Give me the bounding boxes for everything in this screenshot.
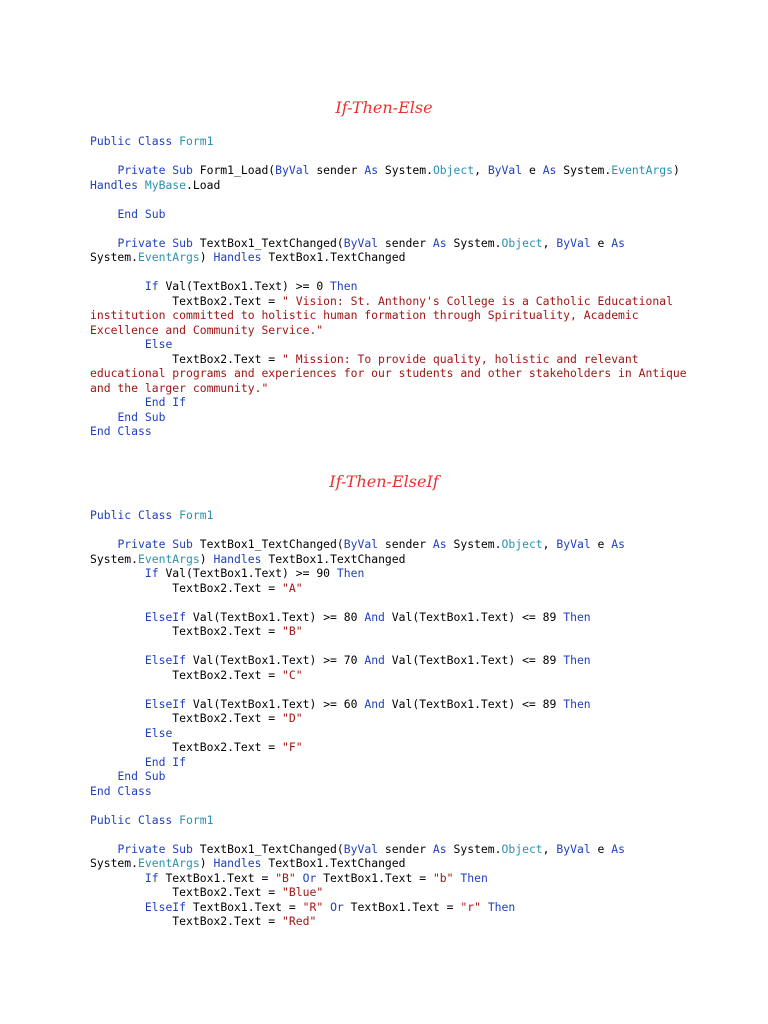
code-token: sender: [316, 163, 365, 177]
code-token: ): [199, 250, 214, 264]
code-token: ByVal: [275, 163, 317, 177]
code-token: ByVal: [556, 235, 598, 250]
code-token: TextBox1.TextChanged: [268, 551, 406, 566]
code-token: [90, 697, 145, 711]
code-line: [90, 624, 303, 639]
code-line: [90, 668, 303, 683]
code-token: [90, 236, 117, 250]
code-line: [90, 410, 165, 425]
code-token: As: [611, 235, 625, 250]
code-token: Form1: [179, 134, 214, 148]
code-line: [90, 134, 213, 149]
code-token: As: [364, 163, 385, 177]
code-line: [90, 856, 406, 871]
code-token: Else: [144, 725, 173, 740]
code-token: [90, 900, 145, 914]
code-token: Handles: [213, 551, 269, 566]
code-token: TextBox2.Text =: [90, 740, 283, 754]
code-token: Object: [501, 841, 543, 856]
code-token: Then: [330, 279, 358, 293]
code-token: ): [673, 163, 680, 177]
code-token: End Sub: [117, 409, 166, 424]
code-token: Or: [330, 899, 351, 914]
code-token: [90, 610, 145, 624]
code-line: [90, 279, 357, 294]
code-token: End Class: [90, 424, 152, 438]
code-token: .Load: [186, 177, 221, 192]
code-token: e: [528, 163, 543, 177]
code-token: ,: [542, 537, 557, 551]
code-line: [90, 769, 165, 784]
code-line: [90, 914, 316, 929]
code-token: TextBox1.Text =: [192, 899, 303, 914]
code-line: [90, 813, 213, 828]
code-token: ): [199, 551, 214, 566]
code-line: [90, 381, 268, 396]
code-token: Val(TextBox1.Text) >= 60: [192, 696, 365, 711]
code-token: And: [364, 696, 392, 711]
code-token: End Sub: [117, 206, 166, 221]
code-token: Object: [432, 163, 475, 177]
code-token: institution committed to holistic human formation through Spirituality, Academic: [90, 308, 639, 322]
code-token: [90, 769, 117, 783]
code-token: If: [144, 279, 166, 293]
code-token: End If: [144, 754, 187, 769]
code-token: As: [542, 163, 564, 177]
code-token: "b": [432, 870, 461, 885]
code-token: ByVal: [343, 235, 385, 250]
code-line: [90, 885, 323, 900]
code-token: [90, 871, 145, 885]
code-token: Val(TextBox1.Text) >= 90: [165, 566, 337, 580]
code-token: Val(TextBox1.Text) <= 89: [391, 696, 564, 711]
code-token: "B": [275, 870, 303, 885]
code-token: End Class: [90, 783, 152, 798]
code-line: [90, 236, 625, 251]
code-token: Val(TextBox1.Text) >= 0: [165, 279, 331, 293]
code-token: Val(TextBox1.Text) >= 80: [192, 609, 365, 624]
code-token: TextBox2.Text =: [90, 667, 283, 682]
code-token: ByVal: [343, 841, 385, 856]
code-line: [90, 581, 303, 596]
code-line: [90, 294, 673, 309]
code-token: TextBox2.Text =: [90, 711, 283, 725]
code-line: [90, 250, 406, 265]
code-token: ByVal: [556, 841, 598, 856]
code-token: [90, 566, 145, 580]
code-line: [90, 653, 591, 668]
code-token: If: [144, 566, 166, 580]
code-token: "F": [282, 740, 303, 754]
code-token: "B": [282, 624, 303, 638]
code-token: Public Class: [90, 812, 180, 827]
code-token: Handles: [90, 177, 145, 192]
code-token: e: [597, 537, 612, 551]
code-line: [90, 871, 488, 886]
code-line: [90, 697, 591, 712]
code-token: TextBox2.Text =: [90, 914, 283, 928]
code-token: [90, 410, 117, 424]
code-token: [90, 653, 145, 667]
section-heading-if-then-else: If-Then-Else: [335, 98, 433, 117]
code-line: [90, 552, 406, 567]
code-token: [90, 842, 117, 856]
code-token: EventArgs: [138, 856, 200, 870]
code-token: Form1: [179, 812, 214, 827]
code-line: [90, 308, 639, 323]
code-token: "r": [460, 899, 488, 914]
code-line: [90, 900, 515, 915]
code-token: System.: [453, 841, 502, 856]
code-token: Then: [336, 566, 365, 580]
code-line: [90, 207, 165, 222]
code-line: [90, 352, 639, 367]
code-line: [90, 178, 220, 193]
code-token: Object: [501, 235, 543, 250]
code-token: ): [199, 856, 214, 870]
code-token: TextBox1.Text =: [323, 870, 433, 885]
code-line: [90, 711, 303, 726]
code-token: ElseIf: [144, 899, 193, 914]
code-token: ,: [542, 841, 557, 856]
code-token: And: [364, 653, 392, 667]
code-token: Private Sub: [117, 841, 200, 856]
code-token: System.: [563, 163, 612, 177]
code-token: Form1: [179, 508, 214, 522]
code-line: [90, 740, 303, 755]
code-line: [90, 508, 213, 523]
code-token: ByVal: [343, 537, 385, 551]
code-token: System.: [90, 250, 139, 264]
code-line: [90, 755, 186, 770]
code-token: TextBox1_TextChanged(: [199, 235, 344, 250]
code-token: Public Class: [90, 508, 180, 522]
code-token: MyBase: [144, 177, 187, 192]
code-token: Handles: [213, 250, 269, 264]
code-token: Form1_Load(: [199, 163, 276, 177]
code-token: Then: [563, 653, 591, 667]
code-token: ElseIf: [144, 609, 193, 624]
code-line: [90, 424, 152, 439]
code-line: [90, 566, 364, 581]
code-token: sender: [384, 235, 433, 250]
code-token: System.: [90, 551, 139, 566]
code-token: and the larger community.": [90, 380, 269, 395]
code-token: " Mission: To provide quality, holistic and relevant: [282, 351, 639, 366]
code-token: sender: [384, 841, 433, 856]
code-token: [90, 537, 117, 551]
code-token: "C": [282, 667, 303, 682]
code-token: ByVal: [487, 163, 529, 177]
code-line: [90, 395, 186, 410]
code-token: TextBox2.Text =: [90, 351, 283, 366]
code-line: [90, 537, 625, 552]
code-token: TextBox1.TextChanged: [268, 250, 406, 264]
code-token: TextBox1.TextChanged: [268, 856, 406, 870]
code-token: As: [432, 537, 454, 551]
code-line: [90, 726, 172, 741]
code-token: TextBox2.Text =: [90, 293, 283, 308]
code-token: TextBox1_TextChanged(: [199, 537, 344, 551]
code-line: [90, 337, 172, 352]
code-token: And: [364, 609, 392, 624]
code-token: Or: [302, 870, 324, 885]
code-token: [90, 207, 117, 221]
code-token: ElseIf: [144, 696, 193, 711]
code-token: System.: [453, 235, 502, 250]
code-line: [90, 610, 591, 625]
code-line: [90, 323, 323, 338]
code-token: e: [597, 841, 612, 856]
code-token: "Blue": [282, 885, 324, 899]
code-token: System.: [384, 163, 433, 177]
code-token: TextBox2.Text =: [90, 885, 283, 899]
code-token: As: [611, 841, 625, 856]
code-token: End Sub: [117, 769, 166, 783]
code-token: TextBox2.Text =: [90, 624, 283, 638]
code-token: EventArgs: [138, 551, 200, 566]
code-token: Private Sub: [117, 537, 200, 551]
code-token: [90, 726, 145, 740]
code-token: Val(TextBox1.Text) <= 89: [391, 653, 564, 667]
code-token: ,: [542, 235, 557, 250]
code-token: sender: [384, 537, 433, 551]
code-token: Handles: [213, 856, 269, 870]
code-token: Then: [487, 899, 516, 914]
code-token: educational programs and experiences for our students and other stakeholders in Antique: [90, 366, 687, 380]
code-token: EventArgs: [138, 250, 200, 264]
code-token: [90, 337, 145, 351]
code-token: Val(TextBox1.Text) <= 89: [391, 609, 564, 624]
code-token: TextBox1.Text =: [350, 899, 461, 914]
code-token: As: [611, 537, 625, 551]
code-token: Val(TextBox1.Text) >= 70: [192, 653, 365, 667]
code-token: Else: [144, 337, 173, 351]
code-token: Public Class: [90, 134, 180, 148]
code-token: TextBox1.Text =: [165, 870, 276, 885]
code-token: As: [432, 235, 454, 250]
code-token: "A": [282, 580, 303, 595]
code-token: "D": [282, 711, 303, 725]
code-token: " Vision: St. Anthony's College is a Catholic Educational: [282, 293, 673, 308]
code-token: TextBox2.Text =: [90, 580, 283, 595]
code-line: [90, 842, 625, 857]
code-token: TextBox1_TextChanged(: [199, 841, 344, 856]
code-line: [90, 784, 152, 799]
code-token: Then: [460, 870, 488, 885]
code-token: Object: [501, 537, 543, 551]
code-token: [90, 395, 145, 409]
code-token: e: [597, 235, 612, 250]
code-token: Then: [563, 609, 591, 624]
code-line: [90, 366, 687, 381]
code-token: Excellence and Community Service.": [90, 322, 324, 337]
code-token: ByVal: [556, 537, 598, 551]
code-token: EventArgs: [611, 163, 674, 177]
code-token: Private Sub: [117, 163, 200, 177]
code-token: Private Sub: [117, 235, 200, 250]
code-token: ,: [474, 163, 488, 177]
code-token: As: [432, 841, 454, 856]
code-token: "R": [302, 899, 331, 914]
code-token: [90, 279, 145, 293]
section-heading-if-then-elseif: If-Then-ElseIf: [329, 472, 439, 491]
code-token: If: [144, 870, 166, 885]
code-line: [90, 163, 680, 178]
code-token: ElseIf: [144, 653, 193, 667]
code-token: "Red": [282, 914, 317, 928]
code-token: System.: [453, 537, 502, 551]
code-token: [90, 755, 145, 769]
code-token: [90, 163, 117, 177]
code-token: System.: [90, 856, 139, 870]
code-token: Then: [563, 696, 591, 711]
code-token: End If: [144, 395, 187, 409]
